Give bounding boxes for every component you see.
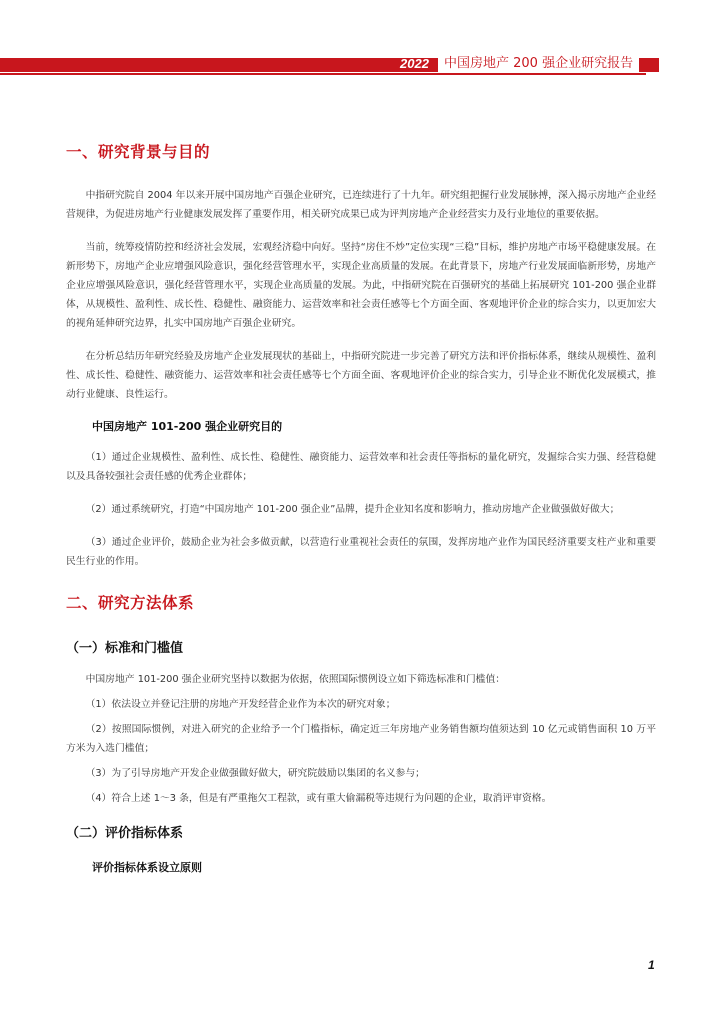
header-square-marker	[646, 58, 659, 72]
criteria-item: （4）符合上述 1～3 条，但是有严重拖欠工程款，或有重大偷漏税等违规行为问题的企业，取消评审资格。	[85, 793, 552, 804]
purpose-item: （3）通过企业评价，鼓励企业为社会多做贡献，以营造行业重视社会责任的氛围，发挥房地产业作为国民经济重要支柱产业和重要民生行业的作用。	[66, 537, 656, 567]
section-heading-background: 一、研究背景与目的	[66, 143, 211, 161]
criteria-item: （3）为了引导房地产开发企业做强做好做大，研究院鼓励以集团的名义参与；	[85, 768, 425, 779]
page-number: 1	[648, 958, 655, 972]
subsection-heading-standards: （一）标准和门槛值	[66, 641, 184, 656]
page-content	[66, 140, 656, 875]
subsection-heading-indicators: （二）评价指标体系	[66, 826, 184, 841]
paragraph: 当前，统筹疫情防控和经济社会发展，宏观经济稳中向好。坚持“房住不炒”定位实现“三稳”目标，维护房地产市场平稳健康发展。在新形势下，房地产企业应增强风险意识，强化经营管理水平，实现企业高质量的发展。在此背景下，房地产行业发展面临新形势，房地产企业应增强风险意识，强化经营管理水平，实现企业高质量的发展。为此，中指研究院在百强研究的基础上拓展研究 101-200 强企业群体，从规模性、盈利性、成长性、稳健性、融资能力、运营效率和社会责任感等七个方面全面、客观地评价企业的综合实力，以更加宏大的视角延伸研究边界，扎实中国房地产百强企业研究。	[66, 242, 656, 329]
section-heading-methods: 二、研究方法体系	[66, 594, 195, 612]
paragraph: 中国房地产 101-200 强企业研究坚持以数据为依据，依照国际惯例设立如下筛选标准和门槛值：	[85, 674, 506, 685]
criteria-item: （1）依法设立并登记注册的房地产开发经营企业作为本次的研究对象；	[85, 699, 396, 710]
purpose-item: （2）通过系统研究，打造“中国房地产 101-200 强企业”品牌，提升企业知名度和影响力，推动房地产企业做强做好做大；	[85, 504, 620, 515]
header-rule	[0, 73, 646, 75]
criteria-item: （2）按照国际惯例，对进入研究的企业给予一个门槛指标，确定近三年房地产业务销售额均值须达到 10 亿元或销售面积 10 万平方米为入选门槛值；	[66, 724, 656, 754]
purpose-item: （1）通过企业规模性、盈利性、成长性、稳健性、融资能力、运营效率和社会责任等指标的量化研究，发掘综合实力强、经营稳健以及具备较强社会责任感的优秀企业群体；	[66, 452, 656, 482]
header-year: 2022	[400, 56, 429, 71]
principles-heading: 评价指标体系设立原则	[92, 861, 202, 874]
paragraph: 中指研究院自 2004 年以来开展中国房地产百强企业研究，已连续进行了十九年。研究组把握行业发展脉搏，深入揭示房地产企业经营规律，为促进房地产行业健康发展发挥了重要作用，相关研究成果已成为评判房地产企业经营实力及行业地位的重要依据。	[66, 190, 656, 220]
paragraph: 在分析总结历年研究经验及房地产企业发展现状的基础上，中指研究院进一步完善了研究方法和评价指标体系，继续从规模性、盈利性、成长性、稳健性、融资能力、运营效率和社会责任感等七个方面全面、客观地评价企业的综合实力，引导企业不断优化发展模式，推动行业健康、良性运行。	[66, 351, 656, 400]
purpose-heading: 中国房地产 101-200 强企业研究目的	[92, 420, 283, 433]
header-title: 中国房地产 200 强企业研究报告	[438, 56, 639, 72]
